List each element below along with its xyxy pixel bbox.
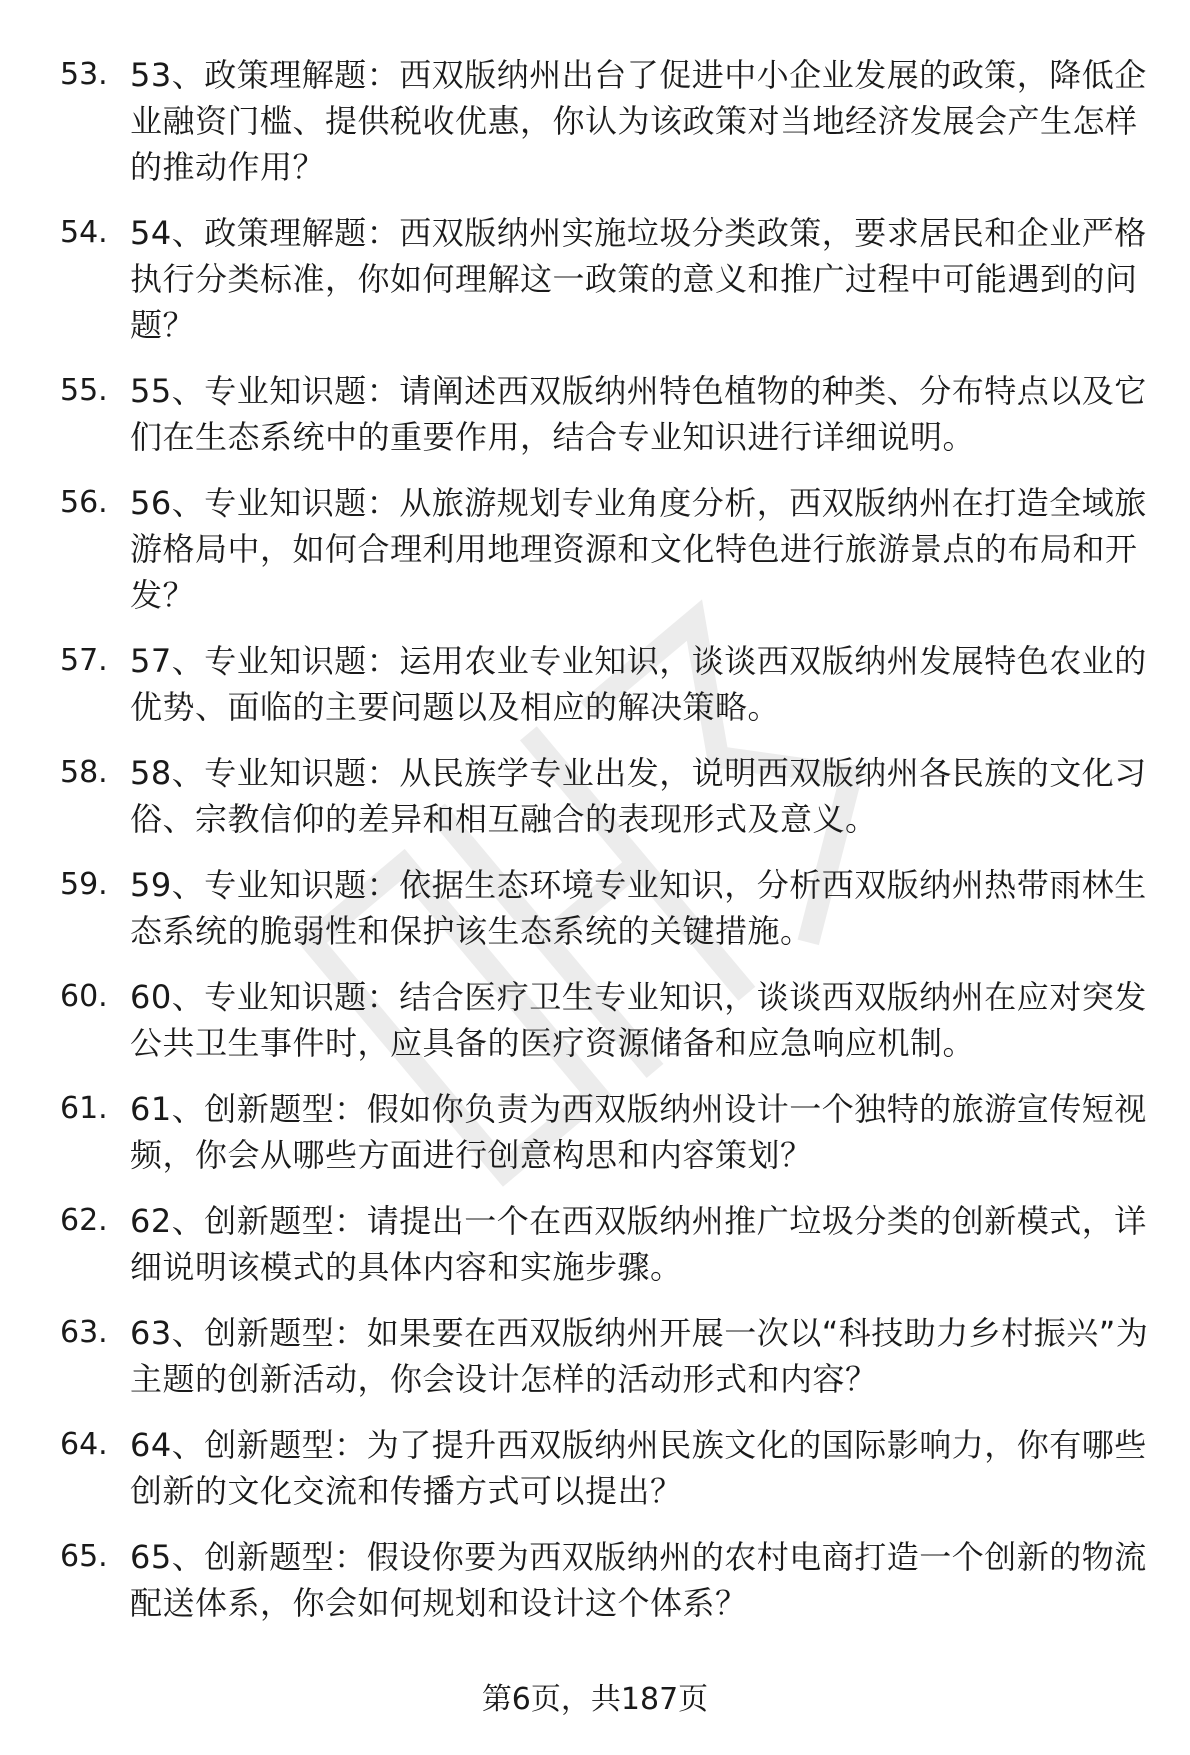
question-number: 64. [60, 1427, 108, 1462]
question-number: 60. [60, 979, 108, 1014]
question-text: 63、创新题型：如果要在西双版纳州开展一次以“科技助力乡村振兴”为主题的创新活动，你会设计怎样的活动形式和内容？ [130, 1314, 1149, 1398]
question-number: 53. [60, 57, 108, 92]
question-number: 57. [60, 643, 108, 678]
list-item [60, 1086, 1160, 1178]
list-item [60, 480, 1160, 618]
question-number: 62. [60, 1203, 108, 1238]
list-item [60, 974, 1160, 1066]
question-number: 59. [60, 867, 108, 902]
question-text: 64、创新题型：为了提升西双版纳州民族文化的国际影响力，你有哪些创新的文化交流和传播方式可以提出？ [130, 1426, 1147, 1510]
page-footer: 第6页，共187页 [481, 1682, 709, 1717]
list-item [60, 638, 1160, 730]
question-number: 54. [60, 215, 108, 250]
list-item [60, 52, 1160, 190]
list-item [60, 1198, 1160, 1290]
question-text: 59、专业知识题：依据生态环境专业知识，分析西双版纳州热带雨林生态系统的脆弱性和保护该生态系统的关键措施。 [130, 866, 1147, 950]
question-list [60, 52, 1160, 1646]
question-text: 61、创新题型：假如你负责为西双版纳州设计一个独特的旅游宣传短视频，你会从哪些方面进行创意构思和内容策划？ [130, 1090, 1147, 1174]
question-text: 54、政策理解题：西双版纳州实施垃圾分类政策，要求居民和企业严格执行分类标准，你如何理解这一政策的意义和推广过程中可能遇到的问题？ [130, 214, 1147, 344]
question-text: 60、专业知识题：结合医疗卫生专业知识，谈谈西双版纳州在应对突发公共卫生事件时，应具备的医疗资源储备和应急响应机制。 [130, 978, 1147, 1062]
list-item [60, 1422, 1160, 1514]
question-text: 62、创新题型：请提出一个在西双版纳州推广垃圾分类的创新模式，详细说明该模式的具体内容和实施步骤。 [130, 1202, 1147, 1286]
question-text: 55、专业知识题：请阐述西双版纳州特色植物的种类、分布特点以及它们在生态系统中的重要作用，结合专业知识进行详细说明。 [130, 372, 1147, 456]
list-item [60, 1534, 1160, 1626]
list-item [60, 750, 1160, 842]
list-item [60, 210, 1160, 348]
question-text: 57、专业知识题：运用农业专业知识，谈谈西双版纳州发展特色农业的优势、面临的主要问题以及相应的解决策略。 [130, 642, 1147, 726]
question-text: 65、创新题型：假设你要为西双版纳州的农村电商打造一个创新的物流配送体系，你会如何规划和设计这个体系？ [130, 1538, 1147, 1622]
question-text: 56、专业知识题：从旅游规划专业角度分析，西双版纳州在打造全域旅游格局中，如何合理利用地理资源和文化特色进行旅游景点的布局和开发？ [130, 484, 1147, 614]
question-number: 61. [60, 1091, 108, 1126]
question-number: 55. [60, 373, 108, 408]
list-item [60, 1310, 1160, 1402]
question-text: 58、专业知识题：从民族学专业出发，说明西双版纳州各民族的文化习俗、宗教信仰的差异和相互融合的表现形式及意义。 [130, 754, 1147, 838]
question-number: 56. [60, 485, 108, 520]
list-item [60, 862, 1160, 954]
question-number: 65. [60, 1539, 108, 1574]
question-text: 53、政策理解题：西双版纳州出台了促进中小企业发展的政策，降低企业融资门槛、提供税收优惠，你认为该政策对当地经济发展会产生怎样的推动作用？ [130, 56, 1147, 186]
question-number: 58. [60, 755, 108, 790]
list-item [60, 368, 1160, 460]
question-number: 63. [60, 1315, 108, 1350]
